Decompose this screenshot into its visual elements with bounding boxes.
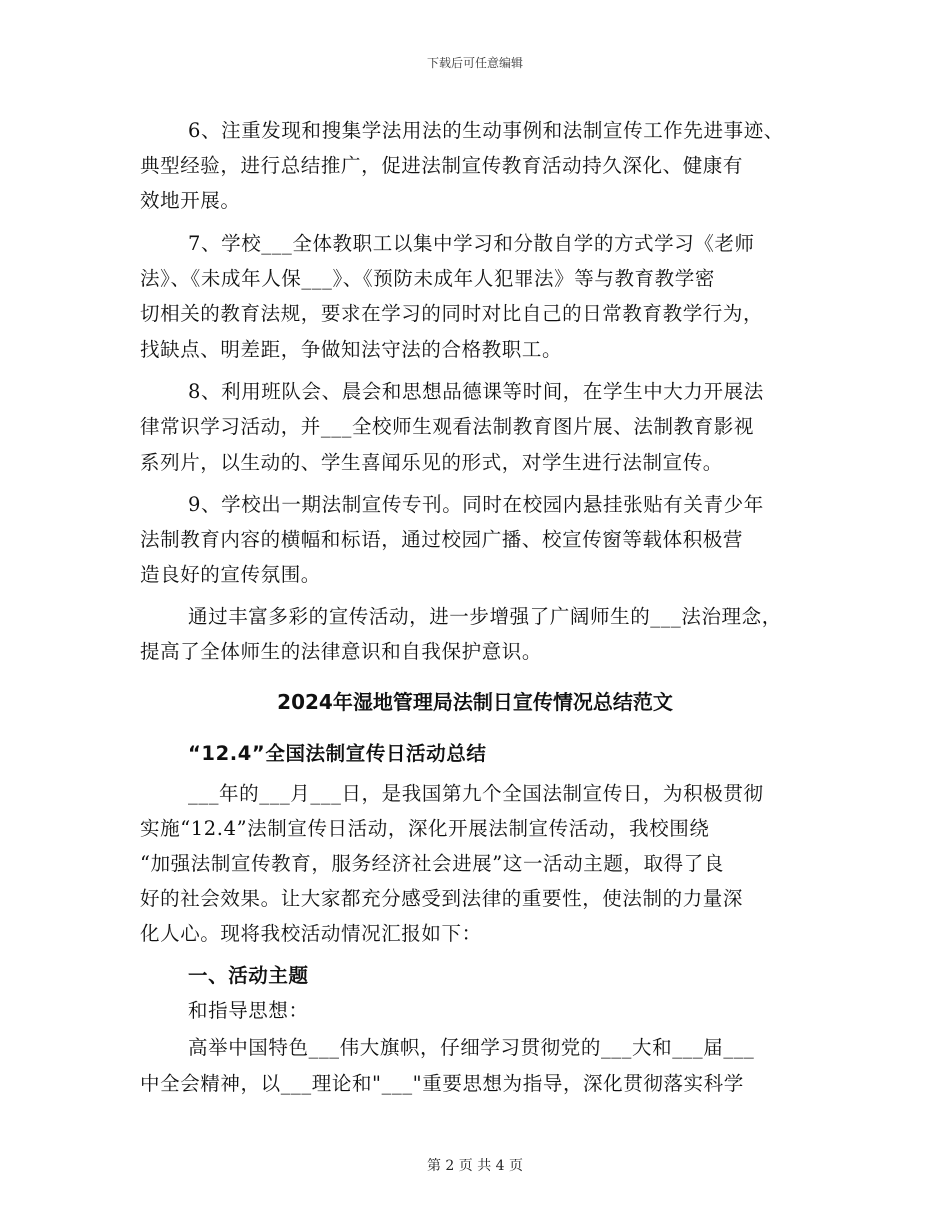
heading-activity-theme: 一、活动主题 bbox=[188, 964, 309, 987]
paragraph-line: 高举中国特色___伟大旗帜，仔细学习贯彻党的___大和___届___ bbox=[188, 1036, 755, 1059]
paragraph-line: 6、注重发现和搜集学法用法的生动事例和法制宣传工作先进事迹、 bbox=[188, 119, 784, 142]
paragraph-line: 9、学校出一期法制宣传专刊。同时在校园内悬挂张贴有关青少年 bbox=[188, 493, 764, 516]
paragraph-line: 找缺点、明差距，争做知法守法的合格教职工。 bbox=[140, 338, 563, 361]
paragraph-line: 典型经验，进行总结推广，促进法制宣传教育活动持久深化、健康有 bbox=[140, 154, 744, 177]
paragraph-line: 法》、《未成年人保___》、《预防未成年人犯罪法》等与教育教学密 bbox=[140, 267, 715, 290]
paragraph-line: 中全会精神，以___理论和"___"重要思想为指导，深化贯彻落实科学 bbox=[140, 1072, 744, 1095]
paragraph-line: 7、学校___全体教职工以集中学习和分散自学的方式学习《老师 bbox=[188, 232, 755, 255]
header-note: 下载后可任意编辑 bbox=[426, 56, 523, 70]
subtitle: “12.4”全国法制宣传日活动总结 bbox=[188, 742, 487, 765]
paragraph-line: 实施“12.4”法制宣传日活动，深化开展法制宣传活动，我校围绕 bbox=[140, 817, 710, 840]
paragraph-line: 通过丰富多彩的宣传活动，进一步增强了广阔师生的___法治理念， bbox=[188, 605, 782, 628]
paragraph-line: 律常识学习活动，并___全校师生观看法制教育图片展、法制教育影视 bbox=[140, 415, 754, 438]
paragraph-line: 和指导思想： bbox=[188, 999, 309, 1022]
paragraph-line: 法制教育内容的横幅和标语，通过校园广播、校宣传窗等载体积极营 bbox=[140, 528, 744, 551]
paragraph-line: 好的社会效果。让大家都充分感受到法律的重要性，使法制的力量深 bbox=[140, 887, 744, 910]
paragraph-line: 提高了全体师生的法律意识和自我保护意识。 bbox=[140, 640, 543, 663]
paragraph-line: 化人心。现将我校活动情况汇报如下： bbox=[140, 922, 482, 945]
page-number: 第 2 页 共 4 页 bbox=[426, 1158, 524, 1174]
paragraph-line: 系列片，以生动的、学生喜闻乐见的形式，对学生进行法制宣传。 bbox=[140, 451, 723, 474]
paragraph-line: ___年的___月___日，是我国第九个全国法制宣传日，为积极贯彻 bbox=[188, 782, 764, 805]
paragraph-line: 8、利用班队会、晨会和思想品德课等时间，在学生中大力开展法 bbox=[188, 380, 764, 403]
paragraph-line: “加强法制宣传教育，服务经济社会进展”这一活动主题，取得了良 bbox=[140, 852, 724, 875]
paragraph-line: 切相关的教育法规，要求在学习的同时对比自己的日常教育教学行为， bbox=[140, 302, 764, 325]
section-title: 2024年湿地管理局法制日宣传情况总结范文 bbox=[277, 690, 673, 714]
paragraph-line: 效地开展。 bbox=[140, 189, 241, 212]
paragraph-line: 造良好的宣传氛围。 bbox=[140, 563, 321, 586]
